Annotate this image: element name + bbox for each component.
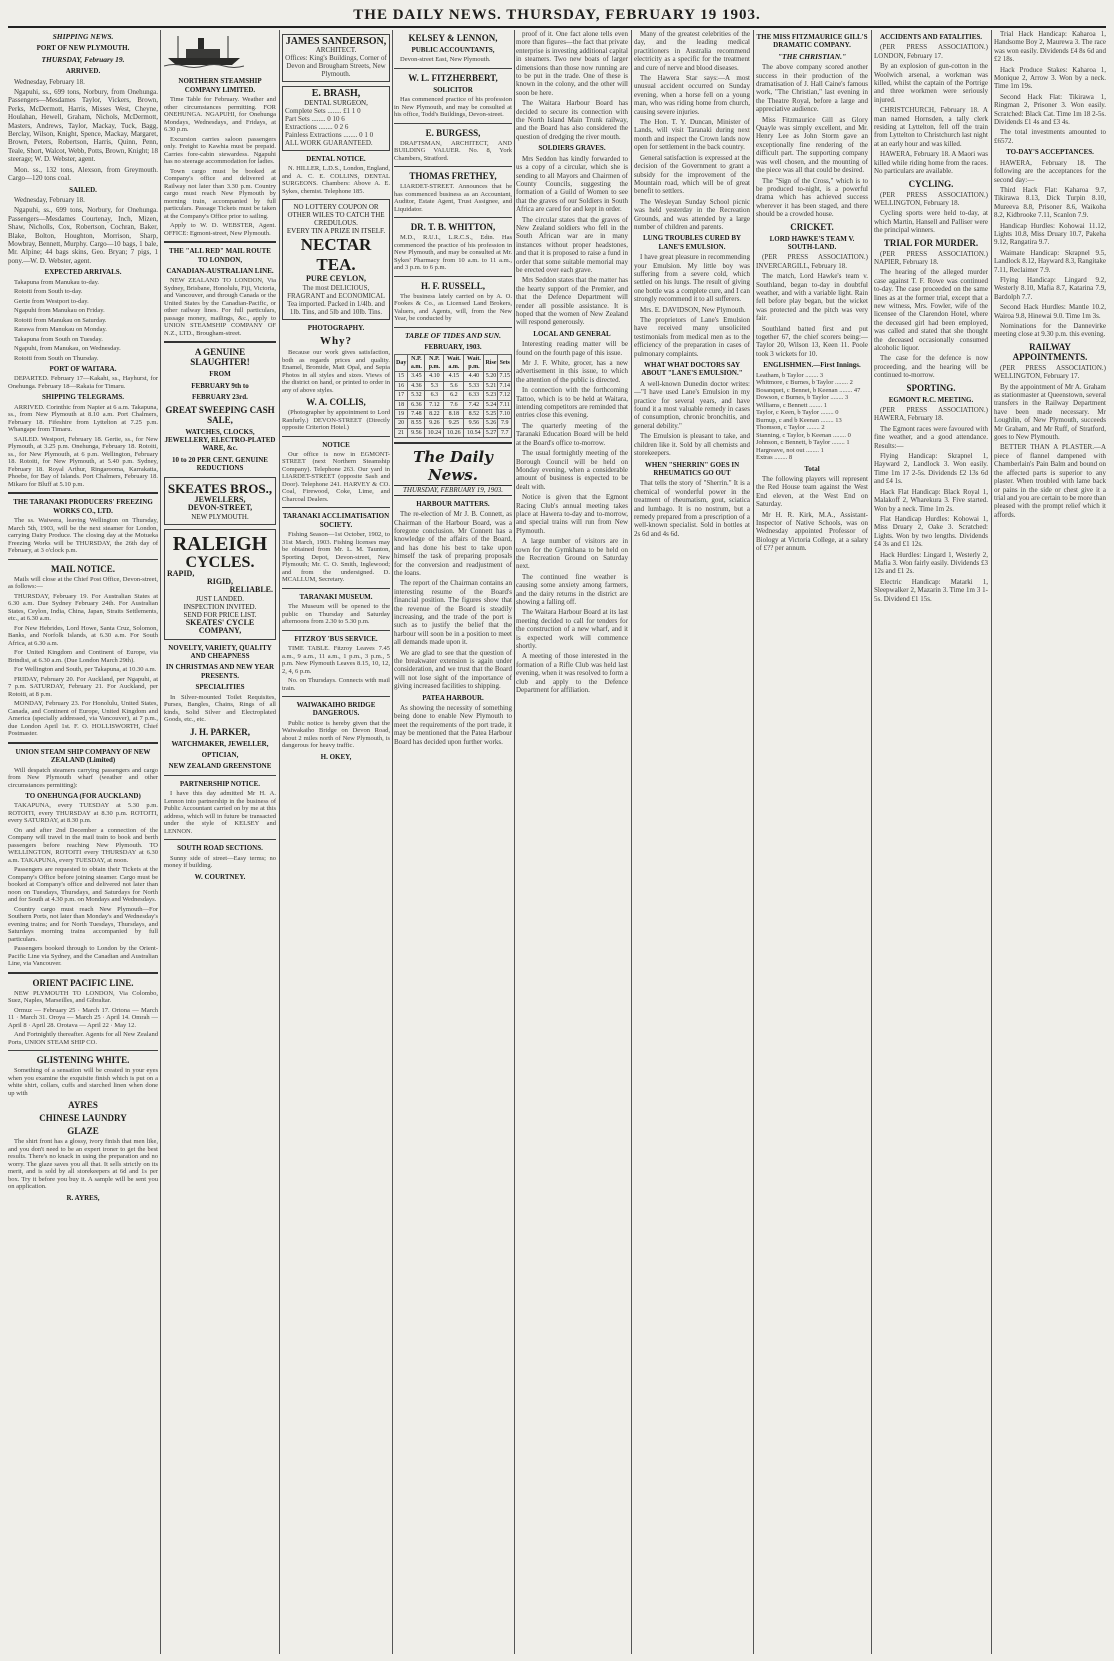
ad-heading: WAIWAKAIHO BRIDGE DANGEROUS.	[296, 701, 376, 718]
body-text: I have this day admitted Mr H. A. Lennon into partnership in the business of Public Accountant carried on by me at this address, which will in future be transacted under the style of KELSEY and LENNON.	[164, 790, 276, 835]
ad-text: OPTICIAN,	[201, 750, 239, 759]
divider	[164, 241, 276, 243]
article-body: (PER PRESS ASSOCIATION.) HAWERA, February 18. The Egmont races were favoured with fine weather, and a good attendance. Results:— Flying Handicap: Skrapnel 1, Hayward 2, Landlock 3. Won easily. Time 1m 17 2-5s. Dividends £2 13s 6d and £4 1s. Hack Flat Handicap: Black Royal 1, Malakoff 2, Wharekura 3. Five started. Won by a neck. Time 1m 2s. Flat Handicap Hurdles: Kohowai 1, Miss Druary 2, Oake 3. Scratched: Lights. Won by two lengths. Dividends £4 3s and £1 12s. Hack Hurdles: Lingard 1, Westerly 2, Mafia 3. Won fairly easily. Dividends £3 12s and £1 2s. Electric Handicap: Matarki 1, Sleepwalker 2, Mazarin 3. Time 1m 3 1-5s. Dividend £1 15s.	[874, 406, 988, 603]
article-heading: HARBOUR MATTERS.	[416, 499, 490, 508]
article-body: proof of it. One fact alone tells even more than figures—the fact that private enterprise is investing additional capital in steamers. Two new boats of larger dimensions than those now running are to be put in the trade. One of these is known in the colony, and the other will soon be here. The Waitara Harbour Board has decided to secure its connection with the North Island Main Trunk railway, and the Board has also considered the question of dredging the river mouth.	[516, 30, 628, 141]
ad-subtitle: DENTAL SURGEON,	[304, 98, 368, 107]
ad-text: NEW ZEALAND GREENSTONE	[168, 762, 272, 771]
ad-address: NEW PLYMOUTH.	[191, 512, 249, 521]
ad-heading: SOUTH ROAD SECTIONS.	[177, 844, 263, 853]
ad-heading: J. H. PARKER,	[189, 726, 251, 737]
ad-title: RALEIGH	[172, 532, 268, 555]
body-text: Wednesday, February 18. Ngapuhi, ss., 699 tons, Norbury, from Onehunga. Passengers—Mesdames Taylor, Vickers, Brown, Perks, McDermott, Harris, Misses West, Cheyne, Houlahan, Hewell, Graham, Nichols, McDermott, Masters, Andrews, Taylor, Mackay, Tuck, Bagg, Berclay, Wilson, Knight, Spence, Mackay, Margaret, Brown, Peters, Robertson, Harris, Quinn, Penn, Teale, Short, Walcot, Webb, Potts, Brown, Knight; 18 steerage; W. D. Webster, agent. Mon. ss., 132 tons, Alexson, from Greymouth. Cargo—120 tons coal.	[8, 77, 158, 183]
masthead-title: THE DAILY NEWS. THURSDAY, FEBRUARY 19 1903.	[8, 4, 1106, 28]
column-rule	[991, 30, 992, 1654]
divider	[8, 1050, 158, 1051]
article-body: (PER PRESS ASSOCIATION.) WELLINGTON, February 17. By the appointment of Mr A. Graham as stationmaster at Queenstown, several transfers in the Railway Department have been made necessary. Mr Loughlin, of New Plymouth, succeeds Mr Graham, and Mr Ruff, of Stratford, goes to New Plymouth. BETTER THAN A PLASTER.—A piece of flannel dampened with Chamberlain's Pain Balm and bound on the affected parts is superior to any plaster. When troubled with lame back or pains in the side or chest give it a trial and you are certain to be more than pleased with the prompt relief which it affords.	[994, 363, 1106, 519]
ad-heading: FITZROY 'BUS SERVICE.	[294, 634, 378, 643]
nameplate-date: THURSDAY, FEBRUARY 19, 1903.	[394, 485, 512, 495]
subheading: TO ONEHUNGA (FOR AUCKLAND)	[25, 792, 141, 800]
body-text: (Photographer by appointment to Lord Ranfurly.) DEVON-STREET (Directly opposite Criterion Hotel.)	[282, 409, 390, 432]
body-text: M.D., R.U.I., L.R.C.S., Edin. Has commenced the practice of his profession in New Plymouth, and may be consulted at Mr. Sykes' Pharmacy from 10 a.m. to 11 a.m., and 3 p.m. to 6 p.m.	[394, 234, 512, 272]
date-line: THURSDAY, February 19.	[41, 54, 125, 64]
article-heading: LOCAL AND GENERAL	[533, 329, 611, 338]
divider	[164, 839, 276, 840]
ad-heading: NOTICE	[322, 440, 350, 449]
body-text: The shirt front has a glossy, ivory finish that men like, and you don't need to be an expert ironer to get the best results. There's no knack in using the preparation and no worry. The glaze saves you all that. It sells strictly on its merit, and is sold by all storekeepers at 6d and 1s per box. Try it before you buy it. A sample will be sent you on application.	[8, 1138, 158, 1191]
ad-heading: DR. T. B. WHITTON,	[410, 222, 496, 233]
ad-heading: Why?	[319, 335, 353, 348]
divider	[8, 742, 158, 744]
ad-heading: THOMAS FRETHEY,	[409, 171, 497, 182]
article-heading: TO-DAY'S ACCEPTANCES.	[1006, 148, 1094, 157]
body-text: Because our work gives satisfaction, both as regards prices and quality. Enamel, Bromide, Matt Opal, and Sepia Photos in all styles and sizes. Views of the district on hand, or printed to order in any of above styles.	[282, 349, 390, 394]
body-text: N. HILLER, L.D.S., London, England, and A. C. E. COLLINS, DENTAL SURGEONS. Chambers: Above A. E. Sykes, chemist. Telephone 185.	[282, 165, 390, 195]
article-subheading: "THE CHRISTIAN."	[777, 51, 847, 61]
body-text: TAKAPUNA, every TUESDAY at 5.30 p.m. ROTOITI, every THURSDAY at 8.30 p.m. ROTOITI, every SATURDAY, at 8.30 p.m. On and after 2nd December a connection of the Company will travel in the mail train to book and berth passengers before reaching New Plymouth. TO WELLINGTON, ROTOITI every THURSDAY at 6.30 a.m. TAKAPUNA, every TUESDAY, at noon. Passengers are requested to obtain their Tickets at the Company's Office before joining steamer. Cargo must be booked at Company's office and delivered not later than noon on Tuesdays, Thursdays, and Saturdays for North and for South at 4.30 p.m. on Mondays and Wednesdays. Country cargo must reach New Plymouth—For Southern Ports, not later than Monday's and Wednesday's evening trains; and for North Tuesdays, Thursdays, and Saturdays morning trains accompanied by full particulars. Passengers booked through to London by the Orient-Pacific Line via Sydney, and the Canadian and Australian Line, via Vancouver.	[8, 802, 158, 968]
ad-heading: NOVELTY, VARIETY, QUALITY AND CHEAPNESS	[168, 643, 272, 660]
article-body: Many of the greatest celebrities of the day, and the leading medical practitioners in Australia recommend electricity as a specific for the treatment and cure of nerve and blood diseases. The Hawera Star says:—A most unusual accident occurred on Sunday evening, when a horse fell on a young man, who was riding home from church, causing severe injuries. The Hon. T. Y. Duncan, Minister of Lands, will visit Taranaki during next month and inspect the Crown lands now open for settlement in the back country. General satisfaction is expressed at the decision of the Government to grant a subsidy for the improvement of the Mountain road, which will be of great benefit to settlers. The Wesleyan Sunday School picnic was held yesterday in the Recreation Grounds, and was attended by a large number of children and parents.	[634, 30, 750, 231]
raleigh-ad	[164, 529, 276, 640]
column-rule	[279, 30, 280, 1654]
divider	[394, 276, 512, 277]
divider	[282, 436, 390, 437]
divider	[164, 775, 276, 776]
body-text: Fishing Season—1st October, 1902, to 31st March, 1903. Fishing licenses may be obtained from Mr. L. M. Taunton, Sporting Depot, Devon-street, New Plymouth; Mr. C. O. Smith, Inglewood; and from the undersigned. D. MCALLUM, Secretary.	[282, 531, 390, 584]
body-text: The business lately carried on by A. O. Fookes & Co., as Licensed Land Brokers, Valuers, and Agents, will, from the New Year, be conducted by	[394, 292, 512, 323]
article-heading: WHEN "SHERRIN" GOES IN RHEUMATICS GO OUT	[644, 460, 740, 477]
ad-heading: UNION STEAM SHIP COMPANY OF NEW ZEALAND (Limited)	[15, 747, 151, 765]
ad-title: NECTAR TEA.	[300, 235, 372, 275]
ad-text: FROM	[209, 370, 231, 379]
ad-address: DEVON-STREET,	[187, 503, 253, 513]
ad-text: RELIABLE.	[229, 585, 273, 595]
body-text: DEPARTED. February 17—Kakahi, ss., Hayhurst, for Onehunga. February 18—Rakaia for Timaru.	[8, 375, 158, 390]
article-heading: PATEA HARBOUR.	[422, 693, 484, 702]
body-text: Public notice is hereby given that the Waiwakaiho Bridge on Devon Road, about 2 miles north of New Plymouth, is dangerous for heavy traffic.	[282, 719, 390, 750]
article-body: HAWERA, February 18. The following are the acceptances for the second day:— Third Hack Flat: Kaharoa 9.7, Tikirawa 8.13, Dick Turpin 8.10, Mureeva 8.8, Prisoner 8.6, Waikoha 8.2, Kidbrooke 7.11, Scanlon 7.9. Handicap Hurdles: Kohowai 11.12, Lights 10.8, Miss Druary 10.7, Pakeha 9.12, Rangatira 9.7. Waimate Handicap: Skrapnel 9.5, Landlock 8.12, Hayward 8.3, Rangitake 7.11, Reclaimer 7.9. Flying Handicap: Lingard 9.2, Westerly 8.10, Mafia 8.7, Katarina 7.9, Bardolph 7.7. Second Hack Hurdles: Mantle 10.2, Wairoa 9.8, Hinewai 9.0. Time 1m 3s. Nominations for the Dannevirke meeting close at 9.30 p.m. this evening.	[994, 158, 1106, 339]
brand-name: GLAZE	[67, 1126, 99, 1137]
article-heading: WHAT WHAT DOCTORS SAY ABOUT "LANE'S EMULSION."	[641, 361, 743, 378]
ad-heading: SPECIALITIES	[195, 683, 245, 692]
nectar-tea-ad: NO LOTTERY COUPON OR OTHER WILES TO CATCH THE CREDULOUS. EVERY TIN A PRIZE IN ITSELF. NECTAR TEA. PURE CEYLON, The most DELICIOUS, FRAGRANT and ECONOMICAL Tea imported. Packed in 1/4lb. and 1lb. Tins, and 5lb and 10lb. Tins.	[282, 199, 390, 319]
article-body: That tells the story of "Sherrin." It is a chemical of wonderful power in the treatment of rheumatism, gout, sciatica and lumbago. It is no nostrum, but a remedy prepared from a prescription of a well-known specialist. Sold in bottles at 2s 6d and 4s 6d.	[634, 479, 750, 538]
ad-text: WATCHMAKER, JEWELLER,	[171, 739, 269, 748]
column-advertisements-b	[282, 30, 390, 1654]
column-rule	[392, 30, 393, 1654]
article-heading: LUNG TROUBLES CURED BY LANE'S EMULSION.	[642, 234, 742, 251]
sanderson-ad: JAMES SANDERSON, ARCHITECT. Offices: King's Buildings, Corner of Devon and Brougham Streets, New Plymouth.	[282, 34, 390, 82]
article-heading: RAILWAY APPOINTMENTS.	[1012, 341, 1088, 362]
body-text: The ss. Waiwera, leaving Wellington on Thursday, March 5th, 1903, will be the next steamer for London, carrying Dairy Produce. The closing day at the Motueka Freezing Works will be THURSDAY, the 26th day of February, at 3 o'clock p.m.	[8, 517, 158, 555]
body-text: In Silver-mounted Toilet Requisites, Purses, Bangles, Chains, Rings of all kinds, Solid Silver and Electroplated Goods, etc., etc.	[164, 693, 276, 724]
body-text: Devon-street East, New Plymouth.	[400, 56, 491, 64]
divider	[8, 559, 158, 560]
ad-heading: W. A. COLLIS,	[306, 397, 366, 408]
scores-total: Total	[804, 464, 820, 473]
column-rule	[871, 30, 872, 1654]
column-news-a	[516, 30, 628, 1654]
body-text: Something of a sensation will be created in your eyes when you examine the exquisite finish which is put on a white shirt, collars, cuffs and starched linen when done up with	[8, 1067, 158, 1097]
article-body: Interesting reading matter will be found on the fourth page of this issue. Mr J. F. White, grocer, has a new advertisement in this issue, to which the attention of the public is directed. In connection with the forthcoming Tattoo, which is to be held at Waitara, intending competitors are reminded that entries close this evening. The quarterly meeting of the Taranaki Education Board will be held at the Board's office to-morrow. The usual fortnightly meeting of the Borough Council will be held on Monday evening, when a considerable amount of business is expected to be dealt with. Notice is given that the Egmont Racing Club's annual meeting takes place at Hawera to-day and to-morrow, and special trains will run from New Plymouth. A large number of visitors are in town for the Gymkhana to be held on the Recreation Ground on Saturday next. The continued fine weather is causing some anxiety among farmers, and the dairy returns in the district are showing a falling off. The Waitara Harbour Board at its last meeting decided to call for tenders for the construction of a new wharf, and it is expected work will commence shortly. A meeting of those interested in the formation of a Rifle Club was held last evening, when it was resolved to form a club and apply to the Defence Department for affiliation.	[516, 340, 628, 695]
ad-subtitle: ARCHITECT.	[315, 46, 357, 55]
body-text: Time Table for February. Weather and other circumstances permitting. FOR ONEHUNGA. NGAPUHI, for Onehunga Mondays, Wednesdays, and Fridays, at 6.30 p.m. Excursion carries saloon passengers only. Freight to Kawhia must be prepaid. Carries fore-cabin stewardess. Ngapuhi has no steerage accommodation for ladies. Town cargo must be booked at Company's office and delivered at Railway not later than 3.30 p.m. Country cargo must reach New Plymouth by morning train, accompanied by full particulars. Passage Tickets must be taken at the Company's Office prior to sailing. Apply to W. D. WEBSTER, Agent. OFFICE: Egmont-street, New Plymouth.	[164, 96, 276, 237]
ad-heading: PHOTOGRAPHY.	[307, 323, 365, 332]
ad-heading: TARANAKI ACCLIMATISATION SOCIETY.	[282, 512, 390, 529]
ad-subheading: CANADIAN-AUSTRALIAN LINE.	[166, 267, 274, 276]
subheading: SHIPPING TELEGRAMS.	[42, 393, 124, 402]
ad-title: SKEATES' CYCLE COMPANY,	[185, 617, 255, 636]
ad-text: SEND FOR PRICE LIST.	[183, 610, 257, 619]
ad-heading: ORIENT PACIFIC LINE.	[32, 977, 134, 988]
ad-heading: PARTNERSHIP NOTICE.	[179, 779, 261, 788]
tides-month: FEBRUARY, 1903.	[424, 343, 482, 352]
column-news-b	[634, 30, 750, 1654]
column-shipping	[8, 30, 158, 1654]
article-subheading: EGMONT R.C. MEETING.	[888, 395, 974, 404]
divider	[282, 588, 390, 589]
ad-title: E. BRASH,	[311, 88, 361, 100]
body-text: LIARDET-STREET. Announces that he has commenced business as an Accountant, Auditor, Estate Agent, Trust Assignee, and Liquidator.	[394, 183, 512, 213]
article-heading: THE MISS FITZMAURICE GILL'S DRAMATIC COMPANY.	[756, 33, 868, 50]
ad-text: INSPECTION INVITED.	[183, 602, 257, 611]
ad-text: WATCHES, CLOCKS, JEWELLERY, ELECTRO-PLATED WARE, &c.	[164, 427, 276, 453]
divider	[394, 166, 512, 167]
article-body: (PER PRESS ASSOCIATION.) LONDON, February 17. By an explosion of gun-cotton in the Woolwich arsenal, a workman was killed, whilst the captain of the Portrige and three workmen were seriously injured. CHRISTCHURCH, February 18. A man named Hornsden, a tally clerk residing at Lyttelton, fell off the train from Lyttelton to Christchurch last night at an early hour and was killed. HAWERA, February 18. A Maori was killed while riding home from the races. No particulars are available.	[874, 43, 988, 176]
subheading: ARRIVED.	[65, 67, 101, 76]
ad-text: RAPID,	[167, 568, 195, 578]
body-text: NEW PLYMOUTH TO LONDON, Via Colombo, Suez, Naples, Marseilles, and Gibraltar. Ormuz — February 25 · March 17. Ortona — March 11 · March 31. Oroya — March 25 · April 14. Omrah — April 8 · April 28. Orotava — April 22 · May 12. And Fortnightly thereafter. Agents for all New Zealand Ports, UNION STEAM SHIP CO.	[8, 989, 158, 1046]
ad-text: RIGID,	[206, 576, 233, 586]
article-heading: ACCIDENTS AND FATALITIES.	[879, 33, 983, 41]
article-body: I have great pleasure in recommending your Emulsion. My little boy was suffering from a severe cold, which settled on his lungs. The result of giving one bottle was a complete cure, and I can strongly recommend it to all sufferers. Mrs. E. DAVIDSON, New Plymouth. The proprietors of Lane's Emulsion have received many unsolicited testimonials from medical men as to the efficiency of the preparation in cases of pulmonary complaints.	[634, 253, 750, 358]
body-text: ARRIVED. Corinthic from Napier at 6 a.m. Takapuna, ss., from New Plymouth at 8.10 a.m. Port Chalmers, February 18. Fifeshire from Lyttelton at 7.25 p.m. Whangape from Timaru. SAILED. Westport, February 18. Gertie, ss., for New Plymouth, at 3.25 p.m. Onehunga, February 18. Rotoiti, ss., for New Plymouth, at 6 p.m. Wellington, February 18. Rotoiti, for New Plymouth, at 5.40 p.m. Sydney, February 18. Royal Arthur, Ringarooma, Karrakatta, Phoebe, for Bay of Islands. Port Chalmers, February 18. Mikaro for Bluff at 5.10 p.m.	[8, 403, 158, 488]
subheading: SAILED.	[69, 185, 97, 194]
column-rule	[753, 30, 754, 1654]
article-body: The following players will represent the Red House team against the West End eleven, at the West End on Saturday. Mr H. R. Kirk, M.A., Assistant-Inspector of Native Schools, was on Wednesday appointed Professor of Biology at Victoria College, at a salary of £?? per annum.	[756, 475, 868, 553]
ad-heading: NORTHERN STEAMSHIP COMPANY LIMITED.	[178, 77, 262, 94]
article-body: As showing the necessity of something being done to enable New Plymouth to meet the requirements of the port trade, it may be mentioned that the Patea Harbour Board has decided upon further works.	[394, 704, 512, 746]
column-telegrams-b	[994, 30, 1106, 1654]
divider	[394, 327, 512, 328]
column-news-c	[756, 30, 868, 1654]
body-text: DRAFTSMAN, ARCHITECT, AND BUILDING VALUER. No. 8, York Chambers, Stratford.	[394, 139, 512, 162]
ad-heading: THE TARANAKI PRODUCERS' FREEZING WORKS CO., LTD.	[13, 498, 153, 515]
divider	[8, 972, 158, 974]
subheading: EXPECTED ARRIVALS.	[44, 268, 122, 277]
subheading: PORT OF WAITARA.	[49, 365, 117, 374]
ad-subheading: PUBLIC ACCOUNTANTS,	[411, 46, 495, 54]
ad-heading: TARANAKI MUSEUM.	[299, 592, 373, 601]
ad-heading: GLISTENING WHITE.	[36, 1055, 130, 1066]
ad-heading: A GENUINE SLAUGHTER!	[190, 347, 250, 368]
ad-title: JAMES SANDERSON,	[285, 36, 387, 47]
ad-text: EVERY TIN A PRIZE IN ITSELF.	[286, 227, 386, 236]
ad-heading: THE "ALL RED" MAIL ROUTE TO LONDON,	[169, 247, 271, 264]
body-text: Has commenced practice of his profession in New Plymouth, and may be consulted at his office, Todd's Buildings, Devon-street.	[394, 96, 512, 119]
ad-subtitle: PURE CEYLON,	[305, 274, 366, 284]
column-telegrams	[874, 30, 988, 1654]
divider	[164, 341, 276, 343]
divider	[8, 492, 158, 494]
divider	[282, 696, 390, 697]
ad-text: JUST LANDED.	[195, 594, 245, 603]
ad-heading: IN CHRISTMAS AND NEW YEAR PRESENTS.	[165, 663, 275, 680]
brand-name: CHINESE LAUNDRY	[39, 1113, 127, 1124]
body-text: Will despatch steamers carrying passengers and cargo from New Plymouth wharf (weather and other circumstances permitting):	[8, 766, 158, 789]
body-text: NEW ZEALAND TO LONDON, Via Sydney, Brisbane, Honolulu, Fiji, Victoria, and Vancouver, and through Canada or the United States by the Canadian-Pacific, or other railway lines. For full particulars, passage money, mailings, &c., apply to UNION STEAMSHIP COMPANY OF N.Z., LTD., Brougham-street.	[164, 277, 276, 337]
ad-heading: GREAT SWEEPING CASH SALE,	[165, 404, 275, 425]
divider	[394, 442, 512, 444]
ad-title: SKEATES BROS.,	[167, 480, 273, 496]
column-advertisements-a	[164, 30, 276, 1654]
body-text: Sunny side of street—Easy terms; no money if building.	[164, 854, 276, 870]
ad-heading: E. BURGESS,	[425, 127, 481, 138]
signature: R. AYRES,	[66, 1193, 100, 1202]
divider	[394, 123, 512, 124]
ad-text: 10 to 20 PER CENT. GENUINE REDUCTIONS	[172, 455, 268, 473]
steamship-icon	[164, 34, 244, 68]
article-body: Mrs Seddon has kindly forwarded to us a copy of a circular, which she is sending to all Mayors and Chairmen of County Councils, suggesting the formation of a Guild of Women to see that the graves of our Soldiers in South Africa are cared for and kept in order. The circular states that the graves of New Zealand soldiers who fell in the South African war are in many instances without proper headstones, and that it is proposed to raise a fund in order that some suitable memorial may be erected over each grave. Mrs Seddon states that the matter has the hearty support of the Premier, and that the Defence Department will render all possible assistance. It is hoped that the women of New Zealand will respond generously.	[516, 154, 628, 327]
signature: H. OKEY,	[320, 752, 352, 761]
signature: W. COURTNEY.	[194, 872, 246, 881]
tides-heading: TABLE OF TIDES AND SUN.	[404, 330, 502, 340]
article-heading: CRICKET.	[790, 221, 834, 232]
ad-heading: DENTAL NOTICE.	[306, 154, 366, 163]
divider	[282, 507, 390, 508]
article-heading: CYCLING.	[908, 178, 954, 189]
body-text: Mails will close at the Chief Post Office, Devon-street, as follows:— THURSDAY, February 19. For Australian States at 6.30 a.m. Due Sydney February 24th. For Australian States, Ceylon, India, China, Japan, Straits Settlements, etc., at 6.30 a.m. For New Hebrides, Lord Howe, Santa Cruz, Solomon, Banks, and Norfolk Islands, at 6.30 a.m. For South Africa, at 6.30 a.m. For United Kingdom and Continent of Europe, via Brindisi, at 6.30 a.m. (Due London March 29th). For Wellington and South, per Takapuna, at 10.30 a.m. FRIDAY, February 20. For Auckland, per Ngapuhi, at 7 p.m. SATURDAY, February 21. For Auckland, per Rotoiti, at 8 p.m. MONDAY, February 23. For Honolulu, United States, Canada, and Continent of Europe, United Kingdom and America (specially addressed, via Vancouver), at 7 p.m., due London April 1st. F. O. HOLLISWORTH, Chief Postmaster.	[8, 575, 158, 738]
article-body: A well-known Dunedin doctor writes:—"I have used Lane's Emulsion in my practice for several years, and have found it a most valuable remedy in cases of consumption, chronic bronchitis, and general debility." The Emulsion is pleasant to take, and children like it. Sold by all chemists and storekeepers.	[634, 379, 750, 458]
newspaper-nameplate: The Daily News.	[413, 448, 493, 485]
section-subheading: PORT OF NEW PLYMOUTH.	[36, 44, 130, 53]
article-body: The re-election of Mr J. B. Connett, as Chairman of the Harbour Board, was a foregone conclusion. Mr Connett has a knowledge of the affairs of the Board, and has done his best to take upon himself the task of preparing proposals for the conversion and readjustment of the loans. The report of the Chairman contains an interesting resume of the Board's financial position. The figures show that the revenue of the Board is steadily increasing, and the trade of the port is such as to justify the belief that the harbour will soon be in a position to meet all demands made upon it. We are glad to see that the question of the breakwater extension is again under consideration, and we trust that the Board will not lose sight of the importance of giving increased facilities to shipping.	[394, 510, 512, 691]
article-heading: SPORTING.	[906, 382, 956, 393]
ad-text: FEBRUARY 23rd.	[192, 393, 248, 402]
ad-text: NO LOTTERY COUPON OR OTHER WILES TO CATCH THE CREDULOUS.	[287, 203, 385, 228]
ad-subheading: SOLICITOR	[433, 85, 473, 94]
ad-subtitle: JEWELLERS,	[194, 494, 246, 504]
article-body: (PER PRESS ASSOCIATION.) WELLINGTON, February 18. Cycling sports were held to-day, at which Martin, Hansell and Palliser were the principal winners.	[874, 190, 988, 235]
scores-heading: ENGLISHMEN.—First Innings.	[763, 361, 861, 370]
ad-heading: KELSEY & LENNON,	[408, 33, 498, 43]
divider	[394, 217, 512, 218]
ad-title: CYCLES.	[185, 553, 255, 571]
ad-heading: H. F. RUSSELL,	[421, 280, 485, 291]
ad-text: FEBRUARY 9th to	[191, 381, 249, 390]
column-editorial	[394, 30, 512, 1654]
article-body: Trial Hack Handicap: Kaharoa 1, Handsome Boy 2, Maurewa 3. The race was won easily. Dividends £4 8s 6d and £2 18s. Hack Produce Stakes: Kaharoa 1, Monique 2, Arrow 3. Won by a neck. Time 1m 19s. Second Hack Flat: Tikirawa 1, Ringman 2, Prisoner 3. Won easily. Scratched: Black Cat. Time 1m 18 2-5s. Dividends £1 4s and £3 4s. The total investments amounted to £6572.	[994, 30, 1106, 145]
article-body: (PER PRESS ASSOCIATION.) INVERCARGILL, February 18. The match, Lord Hawke's team v. Southland, began to-day in doubtful weather, and with a variable light. Rain fell before play began, but the wicket was protected and the pitch was very fair. Southland batted first and put together 67, the chief scorers being:—Taylor 20, Wilson 13, Keen 11. Poole took 3 wickets for 10.	[756, 253, 868, 358]
section-heading: SHIPPING NEWS.	[52, 32, 114, 41]
tides-table: Day N.P. a.m. N.P. p.m. Wait. a.m. Wait. p.m. Rise Sets 15 3.45 4.10 4.15 4.40 5.20 7.15 16 4.36 5.3 5.6 5.33 5.21 7.14 17 5.32 6.3 6.2 6.33 5.23 7.12 18 6.36 7.12 7.6 7.42 5.24 7.11 19 7.48 8.22 8.18 8.52 5.25 7.10 20 8.55 9.26 9.25 9.56 5.26 7.9 21 9.56 10.24 10.26 10.54 5.27 7.7	[396, 355, 510, 436]
article-body: (PER PRESS ASSOCIATION.) NAPIER, February 18. The hearing of the alleged murder case against T. F. Rowe was continued to-day. The case proceeded on the same lines as at the former trial, except that a new witness, Mrs. Fowler, wife of the licensee of the Clarendon Hotel, where the deceased girl had been employed, was called and stated that she thought the deceased occasionally consumed alcoholic liquor. The case for the defence is now proceeding, and the hearing will be continued to-morrow.	[874, 249, 988, 380]
brand-name: AYRES	[68, 1100, 98, 1111]
divider	[282, 630, 390, 631]
column-rule	[160, 30, 161, 1654]
article-subheading: LORD HAWKE'S TEAM V. SOUTH-LAND.	[769, 234, 855, 251]
body-text: TIME TABLE. Fitzroy Leaves 7.45 a.m., 9 a.m., 11 a.m., 1 p.m., 3 p.m., 5 p.m. New Plymouth Leaves 8.15, 10, 12, 2, 4, 6 p.m. No. on Thursdays. Connects with mail train.	[282, 645, 390, 692]
skeates-ad	[164, 477, 276, 525]
body-text: Our office is now in EGMONT-STREET (next Northern Steamship Company). Telephone 263. Our yard in LIARDET-STREET (opposite Sash and Door). Telephone 241. HARVEY & CO. Coal, Firewood, Coke, Lime, and Charcoal Dealers.	[282, 450, 390, 503]
body-text: The Museum will be opened to the public on Thursday and Saturday afternoons from 2.30 to 5.30 p.m.	[282, 603, 390, 626]
scoreboard: Leatham, b Taylor ........ 3 Whitmore, c Burnes, b Taylor ........ 2 Bosanquet, c Bennet, b Keenan ........ 47 Dowson, c Burnes, b Taylor ........ 3 Williams, c Bennett ........ 1 Taylor, c Keen, b Taylor ........ 0 Burnup, c and b Keenan ........ 13 Thomson, c Taylor ........ 2 Stanning, c Taylor, b Keenan ........ 0 Johnson, c Bennett, b Taylor ........ 1 Hargreave, not out ........ 1 Extras ........ 8	[756, 371, 861, 462]
subheading: MAIL NOTICE.	[50, 563, 115, 574]
article-body: The above company scored another success in their production of the dramatisation of J. Hall Caine's famous work, "The Christian," last evening in the Theatre Royal, before a large and appreciative audience. Miss Fitzmaurice Gill as Glory Quayle was simply excellent, and Mr. Henry Lee as John Storm gave an exceptionally fine rendering of the difficult part. The supporting company was well chosen, and the mounting of the piece was all that could be desired. The "Sign of the Cross," which is to be produced to-night, is a powerful drama which has achieved success wherever it has been staged, and there should be a crowded house.	[756, 63, 868, 219]
column-rule	[514, 30, 515, 1654]
divider	[394, 68, 512, 69]
article-heading: SOLDIERS GRAVES.	[538, 144, 606, 153]
article-heading: TRIAL FOR MURDER.	[883, 237, 979, 248]
body-text: Wednesday, February 18. Ngapuhi, ss., 699 tons, Norbury, for Onehunga. Passengers—Mesdames Courtenay, Inch, Mizen, Shaw, Nicholls, Cox, Robertson, Cochran, Baker, Blake, Bolton, Houghton, Morrison, Sharp, Mowbray, Bennett, Murphy. Cargo—10 bags, 1 bale, Mr. Alpine; 44 bags skins, Geo. Bryan; 7 pigs, 1 pony.—W. D. Webster, agent.	[8, 195, 158, 265]
column-rule	[631, 30, 632, 1654]
brash-ad: E. BRASH, DENTAL SURGEON, Complete Sets ........ £1 1 0 Part Sets ........ 0 10 6 Extractions ........ 0 2 6 Painless Extractions ........ 0 1 0 ALL WORK GUARANTEED.	[282, 86, 390, 150]
body-text: Takapuna from Manukau to-day. Rotoiti from South to-day. Gertie from Westport to-day. Ngapuhi from Manukau on Friday. Rotoiti from Manukau on Saturday. Rarawa from Manukau on Monday. Takapuna from South on Tuesday. Ngapuhi, from Manukau, on Wednesday. Rotoiti from South on Thursday.	[14, 278, 121, 362]
ad-heading: W. L. FITZHERBERT,	[408, 72, 498, 83]
